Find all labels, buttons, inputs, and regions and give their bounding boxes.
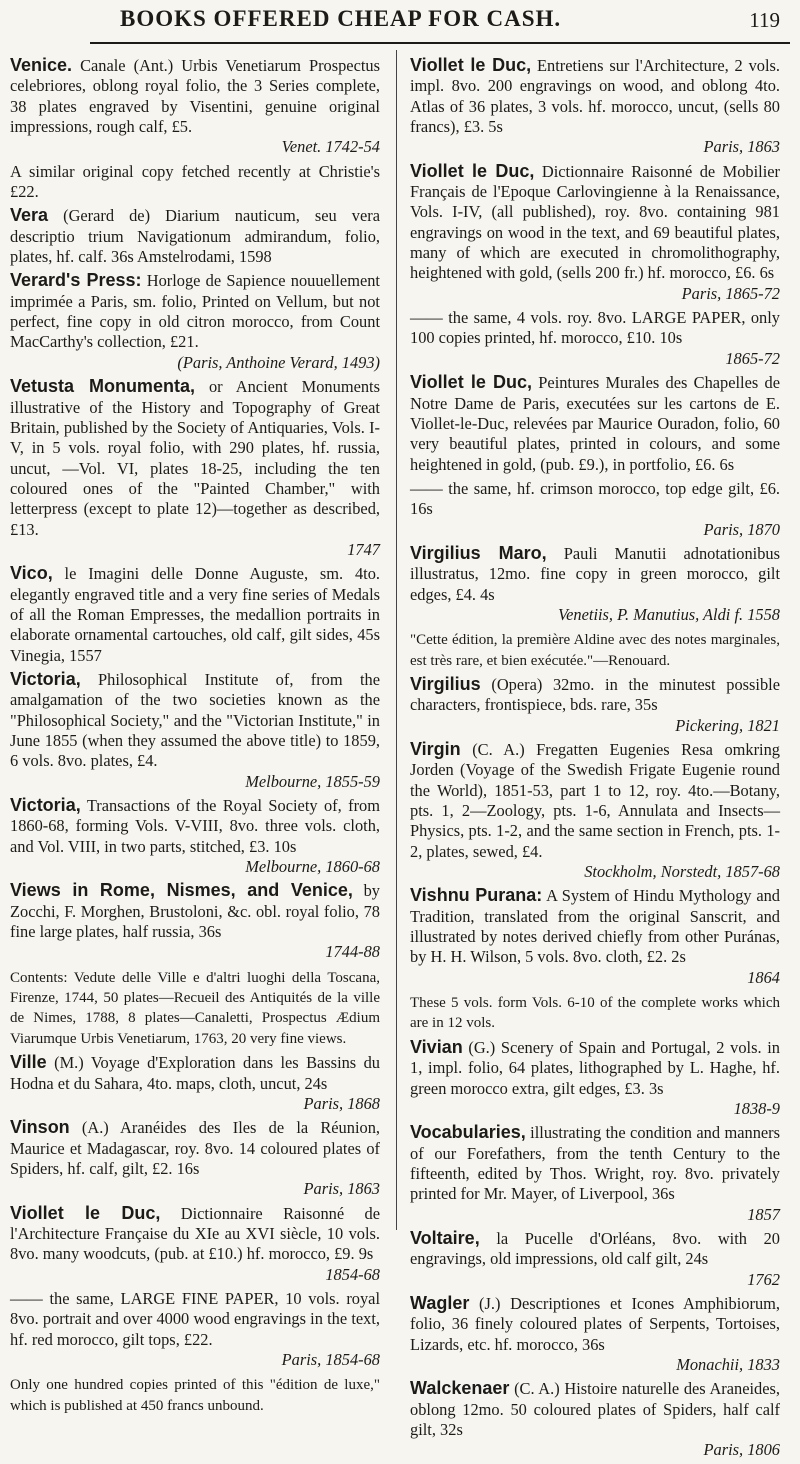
entry-description: These 5 vols. form Vols. 6-10 of the complete works which are in 12 vols. [410, 995, 780, 1032]
entry-heading: Voltaire, [410, 1227, 480, 1248]
catalogue-entry [410, 885, 780, 988]
right-column [410, 55, 780, 1464]
entry-heading: Venice. [10, 55, 73, 75]
entry-description: (M.) Voyage d'Exploration dans les Bassins du Hodna et du Sahara, 4to. maps, cloth, uncut, 24s [10, 1053, 380, 1093]
entry-heading: Virgilius [410, 673, 481, 694]
entry-imprint: Paris, 1863 [303, 1179, 380, 1199]
entry-heading: Wagler [410, 1292, 470, 1313]
entry-description: —— the same, LARGE FINE PAPER, 10 vols. royal 8vo. portrait and over 4000 wood engravings in the text, hf. red morocco, gilt tops, £22. [10, 1288, 380, 1349]
entry-imprint: Monachii, 1833 [676, 1354, 780, 1374]
entry-imprint: Venet. 1742-54 [281, 137, 380, 157]
entry-description: Dictionnaire Raisonné de Mobilier Français de l'Epoque Carlovingienne à la Renaissance, Vols. I-IV, (all published), roy. 8vo. containing 981 engravings on wood in the text, and 69 beautiful plates, many of which are executed in chromolithography, heightened with gold, (sells 200 fr.) hf. morocco, £6. 6s [410, 161, 781, 283]
entry-description: or Ancient Monuments illustrative of the History and Topography of Great Britain, published by the Society of Antiquaries, Vols. I-V, in 5 vols. royal folio, with 290 plates, hf. russia, uncut, —Vol. VI, plates 18-25, including the ten coloured ones of the "Painted Chamber," with letterpress (except to plate 12)—together as described, £13. [10, 377, 380, 539]
entry-heading: Vera [10, 205, 49, 226]
catalogue-entry [10, 563, 380, 666]
catalogue-entry [10, 1052, 380, 1114]
entry-heading: Victoria, [10, 795, 81, 816]
entry-description: Only one hundred copies printed of this "édition de luxe," which is published at 450 francs unbound. [10, 1377, 380, 1414]
entry-imprint: 1762 [747, 1269, 780, 1289]
catalogue-entry [10, 205, 380, 267]
catalogue-entry [410, 543, 780, 625]
entry-imprint: Paris, 1868 [303, 1093, 380, 1113]
left-column [10, 55, 380, 1419]
entry-description: (A.) Aranéides des Iles de la Réunion, Maurice et Madagascar, roy. 8vo. 14 coloured plates of Spiders, hf. calf, gilt, £2. 16s [10, 1118, 380, 1178]
catalogue-entry [10, 669, 380, 792]
entry-description: la Pucelle d'Orléans, 8vo. with 20 engravings, old impressions, old calf gilt, 24s [410, 1228, 780, 1269]
entry-description: A similar original copy fetched recently at Christie's £22. [10, 161, 380, 202]
catalogue-entry [10, 55, 380, 158]
entry-imprint: 1864 [747, 967, 780, 987]
entry-imprint: Melbourne, 1860-68 [245, 857, 380, 877]
entry-heading: Virgin [410, 739, 461, 759]
entry-description: Peintures Murales des Chapelles de Notre Dame de Paris, executées sur les cartons de E. Viollet-le-Duc, relevées par Maurice Ouradon, folio, 60 very beautiful plates, printed in colours, and some heightened in gold, (pub. £9.), in portfolio, £6. 6s [410, 373, 780, 474]
running-head: BOOKS OFFERED CHEAP FOR CASH. [120, 6, 562, 31]
entry-description: "Cette édition, la première Aldine avec des notes marginales, est très rare, et bien exécutée."—Renouard. [410, 632, 780, 669]
catalogue-entry [410, 628, 780, 671]
entry-description: A System of Hindu Mythology and Tradition, translated from the original Sanscrit, and illustrated by notes derived chiefly from other Puránas, by H. H. Wilson, 5 vols. 8vo. cloth, £2. 2s [410, 886, 780, 967]
entry-description: Dictionnaire Raisonné de l'Architecture Française du XIe au XVI siècle, 10 vols. 8vo. many woodcuts, (pub. at £10.) hf. morocco, £9. 9s [10, 1203, 380, 1264]
entry-heading: Vico, [10, 563, 53, 584]
catalogue-entry [410, 55, 780, 158]
catalogue-entry [410, 1228, 780, 1290]
catalogue-entry [10, 1117, 380, 1199]
entry-description: —— the same, 4 vols. roy. 8vo. LARGE PAPER, only 100 copies printed, hf. morocco, £10. 10s [410, 308, 780, 348]
entry-heading: Virgilius Maro, [410, 542, 547, 563]
catalogue-entry [10, 1373, 380, 1416]
catalogue-entry [410, 307, 780, 369]
entry-description: Pauli Manutii adnotationibus illustratus, 12mo. fine copy in green morocco, gilt edges, £4. 4s [410, 543, 780, 604]
entry-imprint: Stockholm, Norstedt, 1857-68 [584, 862, 780, 882]
entry-heading: Viollet le Duc, [410, 372, 533, 393]
entry-description: (G.) Scenery of Spain and Portugal, 2 vols. in 1, impl. folio, 64 plates, lithographed by L. Haghe, hf. green morocco extra, gilt edges, £3. 3s [410, 1037, 780, 1098]
catalogue-entry [10, 270, 380, 373]
entry-description: le Imagini delle Donne Auguste, sm. 4to. elegantly engraved title and a very fine series of Medals of all the Roman Empresses, the medallion portraits in elaborate ornamental cartouches, old calf, gilt sides, 45s Vinegia, 1557 [10, 564, 380, 665]
entry-description: (Gerard de) Diarium nauticum, seu vera descriptio trium Navigationum admirandum, folio, plates, hf. calf. 36s Amstelrodami, 1598 [10, 206, 381, 267]
catalogue-entry [10, 795, 380, 877]
entry-imprint: Paris, 1854-68 [281, 1349, 380, 1369]
entry-description: Transactions of the Royal Society of, from 1860-68, forming Vols. V-VIII, 8vo. three vols. cloth, and Vol. VIII, in two parts, stitched, £3. 10s [10, 796, 380, 856]
entry-imprint: Venetiis, P. Manutius, Aldi f. 1558 [557, 604, 780, 624]
entry-imprint: Paris, 1865-72 [681, 283, 780, 303]
catalogue-entry [10, 161, 380, 203]
entry-description: Canale (Ant.) Urbis Venetiarum Prospectus celebriores, oblong royal folio, the 3 Series complete, 38 plates engraved by Visentini, genuine original impressions, rough calf, £5. [10, 56, 380, 137]
entry-heading: Vishnu Purana: [410, 885, 543, 906]
entry-imprint: Pickering, 1821 [675, 715, 780, 735]
catalogue-entry [410, 1293, 780, 1375]
catalogue-entry [410, 991, 780, 1034]
catalogue-entry [10, 1288, 380, 1370]
entry-heading: Victoria, [10, 668, 81, 689]
entry-imprint: 1854-68 [325, 1264, 380, 1284]
catalogue-entry [10, 376, 380, 560]
entry-heading: Vocabularies, [410, 1122, 526, 1143]
entry-description: Philosophical Institute of, from the amalgamation of the two societies known as the "Philosophical Society," and the "Victorian Institute," in June 1855 (when they assumed the above title) to 1859, 6 vols. 8vo. plates, £4. [10, 669, 380, 771]
entry-description: (C. A.) Histoire naturelle des Araneides, oblong 12mo. 50 coloured plates of Spiders, half calf gilt, 32s [410, 1379, 780, 1439]
entry-heading: Viollet le Duc, [10, 1202, 161, 1223]
column-divider [396, 50, 397, 1230]
catalogue-entry [10, 966, 380, 1049]
entry-imprint: Paris, 1863 [703, 137, 780, 157]
entry-imprint: Melbourne, 1855-59 [245, 771, 380, 791]
entry-description: —— the same, hf. crimson morocco, top edge gilt, £6. 16s [410, 478, 780, 519]
entry-description: Entretiens sur l'Architecture, 2 vols. impl. 8vo. 200 engravings on wood, and oblong 4to. Atlas of 36 plates, 3 vols. hf. morocco, uncut, (sells 80 francs), £3. 5s [410, 56, 780, 137]
entry-heading: Vivian [410, 1036, 463, 1057]
entry-description: illustrating the condition and manners of our Forefathers, from the tenth Century to the fifteenth, edited by Thos. Wright, roy. 8vo. privately printed for Mr. Mayer, of Liverpool, 36s [410, 1123, 780, 1204]
catalogue-entry [10, 880, 380, 962]
entry-imprint: 1747 [347, 539, 380, 559]
entry-heading: Verard's Press: [10, 270, 142, 291]
entry-heading: Viollet le Duc, [410, 55, 532, 75]
entry-description: by Zocchi, F. Morghen, Brustoloni, &c. obl. royal folio, 78 fine large plates, half russia, 36s [10, 881, 380, 942]
catalogue-entry [410, 1037, 780, 1119]
entry-description: (J.) Descriptiones et Icones Amphibiorum, folio, 36 finely coloured plates of Serpents, Tortoises, Lizards, etc. hf. morocco, 36s [410, 1293, 780, 1354]
page-header [90, 2, 790, 44]
entry-imprint: (Paris, Anthoine Verard, 1493) [177, 352, 380, 372]
entry-imprint: Paris, 1806 [703, 1440, 780, 1460]
entry-description: Contents: Vedute delle Ville e d'altri luoghi della Toscana, Firenze, 1744, 50 plates—Recueil des Antiquités de la ville de Nimes, 1788, 8 plates—Canaletti, Prospectus Ædium Viarumque Urbis Venetiarum, 1763, 20 very fine views. [10, 969, 380, 1047]
catalogue-entry [410, 739, 780, 882]
page-number: 119 [749, 8, 780, 32]
entry-imprint: 1857 [747, 1204, 780, 1224]
catalogue-entry [410, 1122, 780, 1225]
catalogue-entry [410, 372, 780, 475]
catalogue-entry [410, 478, 780, 540]
entry-heading: Vinson [10, 1117, 70, 1138]
entry-description: (Opera) 32mo. in the minutest possible characters, frontispiece, bds. rare, 35s [410, 674, 780, 715]
catalogue-entry [410, 161, 780, 304]
entry-imprint: 1838-9 [733, 1098, 780, 1118]
entry-heading: Ville [10, 1052, 47, 1073]
entry-description: (C. A.) Fregatten Eugenies Resa omkring Jorden (Voyage of the Swedish Frigate Eugenie round the World), 1851-53, part 1 to 12, roy. 4to.—Botany, pts. 1, 2—Zoology, pts. 1-6, Annulata and Insects—Physics, pts. 1-2, and the same section in French, pts. 1-2, plates, sewed, £4. [410, 740, 780, 861]
entry-heading: Views in Rome, Nismes, and Venice, [10, 880, 353, 901]
catalogue-entry [410, 674, 780, 736]
entry-heading: Walckenaer [410, 1378, 510, 1399]
entry-imprint: 1865-72 [725, 348, 780, 368]
entry-imprint: 1744-88 [325, 942, 380, 962]
entry-heading: Vetusta Monumenta, [10, 376, 195, 397]
entry-description: Horloge de Sapience nouuellement imprimée a Paris, sm. folio, Printed on Vellum, but not perfect, fine copy in old citron morocco, from Count MacCarthy's collection, £21. [10, 271, 380, 352]
catalogue-entry [10, 1203, 380, 1285]
entry-imprint: Paris, 1870 [703, 519, 780, 539]
catalogue-entry [410, 1378, 780, 1460]
entry-heading: Viollet le Duc, [410, 160, 535, 181]
